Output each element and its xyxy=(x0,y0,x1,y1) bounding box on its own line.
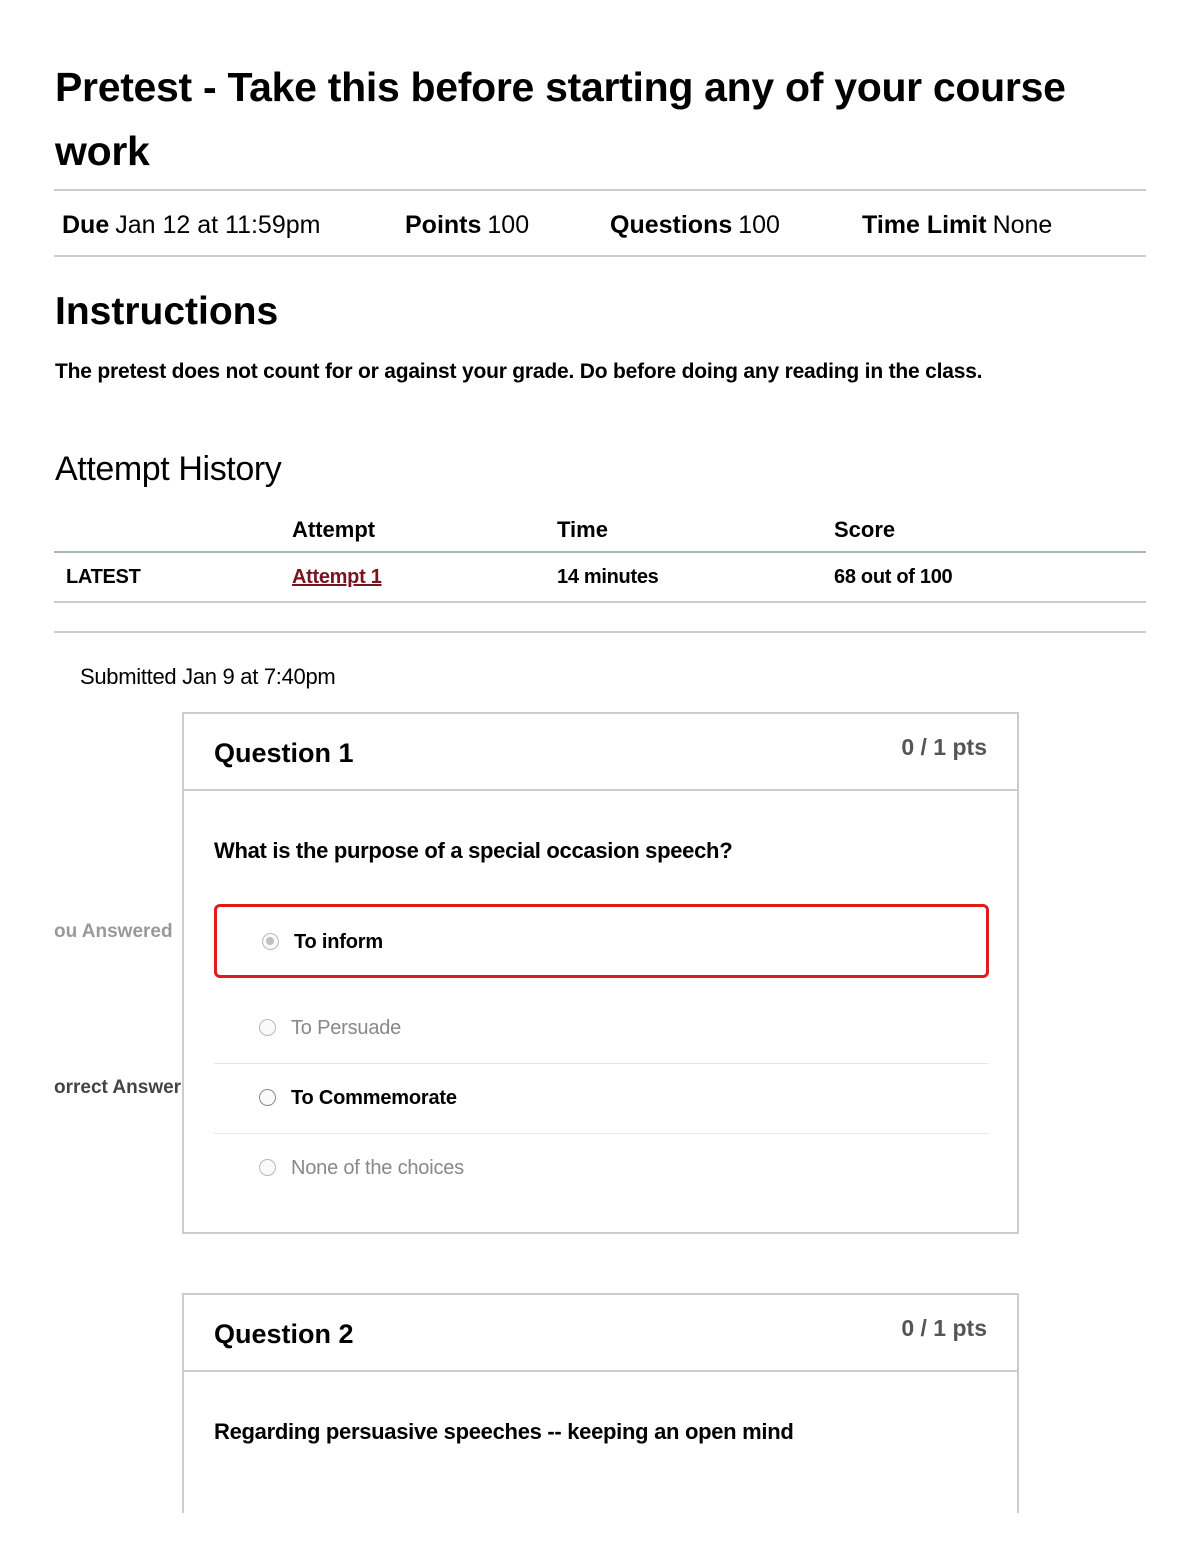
attempt-score: 68 out of 100 xyxy=(834,566,953,588)
points-label: Points xyxy=(405,211,482,239)
question-text: What is the purpose of a special occasion speech? xyxy=(214,838,733,863)
you-answered-label: ou Answered xyxy=(54,921,173,942)
question-text: Regarding persuasive speeches -- keeping an open mind xyxy=(214,1419,794,1444)
attempt-history-heading: Attempt History xyxy=(55,450,282,488)
divider xyxy=(54,189,1146,191)
attempt-cell xyxy=(292,566,382,589)
due-info xyxy=(62,205,320,245)
time-limit-value: None xyxy=(992,211,1053,239)
table-header-divider xyxy=(54,551,1146,553)
answer-label: To inform xyxy=(294,931,383,953)
questions-value: 100 xyxy=(738,211,780,239)
column-header-attempt: Attempt xyxy=(292,517,376,542)
column-header-time: Time xyxy=(557,517,608,542)
time-limit-label: Time Limit xyxy=(862,211,987,239)
answer-label: None of the choices xyxy=(291,1157,464,1179)
divider xyxy=(54,255,1146,257)
answer-option-correct[interactable] xyxy=(214,1064,989,1134)
attempt-link[interactable]: Attempt 1 xyxy=(292,566,382,588)
time-limit-info xyxy=(862,205,1052,245)
attempt-time: 14 minutes xyxy=(557,566,659,588)
page-title: Pretest - Take this before starting any of your course work xyxy=(55,64,1066,174)
answer-option[interactable] xyxy=(214,1134,989,1204)
table-row-divider xyxy=(54,601,1146,603)
submitted-timestamp: Submitted Jan 9 at 7:40pm xyxy=(80,664,336,689)
attempt-tag: LATEST xyxy=(66,566,141,588)
radio-icon[interactable] xyxy=(259,1089,276,1106)
instructions-heading: Instructions xyxy=(55,290,279,333)
question-title: Question 2 xyxy=(214,1319,354,1349)
instructions-text: The pretest does not count for or against your grade. Do before doing any reading in the class. xyxy=(55,360,983,383)
question-header xyxy=(184,714,1017,791)
points-info xyxy=(405,205,529,245)
radio-icon[interactable] xyxy=(259,1159,276,1176)
points-value: 100 xyxy=(487,211,530,239)
question-title: Question 1 xyxy=(214,738,354,768)
column-header-score: Score xyxy=(834,517,896,542)
divider xyxy=(54,631,1146,633)
answer-option[interactable] xyxy=(214,994,989,1064)
questions-info xyxy=(610,205,780,245)
question-points: 0 / 1 pts xyxy=(901,734,987,760)
radio-icon[interactable] xyxy=(259,1019,276,1036)
answer-option-selected[interactable] xyxy=(214,904,989,978)
question-card xyxy=(182,712,1019,1234)
question-points: 0 / 1 pts xyxy=(901,1315,987,1341)
due-value: Jan 12 at 11:59pm xyxy=(115,211,321,239)
question-card xyxy=(182,1293,1019,1513)
answer-label: To Persuade xyxy=(291,1017,402,1039)
question-header xyxy=(184,1295,1017,1372)
correct-answer-label: orrect Answer xyxy=(54,1077,182,1098)
due-label: Due xyxy=(62,211,110,239)
answer-label: To Commemorate xyxy=(291,1087,457,1109)
questions-label: Questions xyxy=(610,211,733,239)
radio-selected-icon[interactable] xyxy=(262,933,279,950)
